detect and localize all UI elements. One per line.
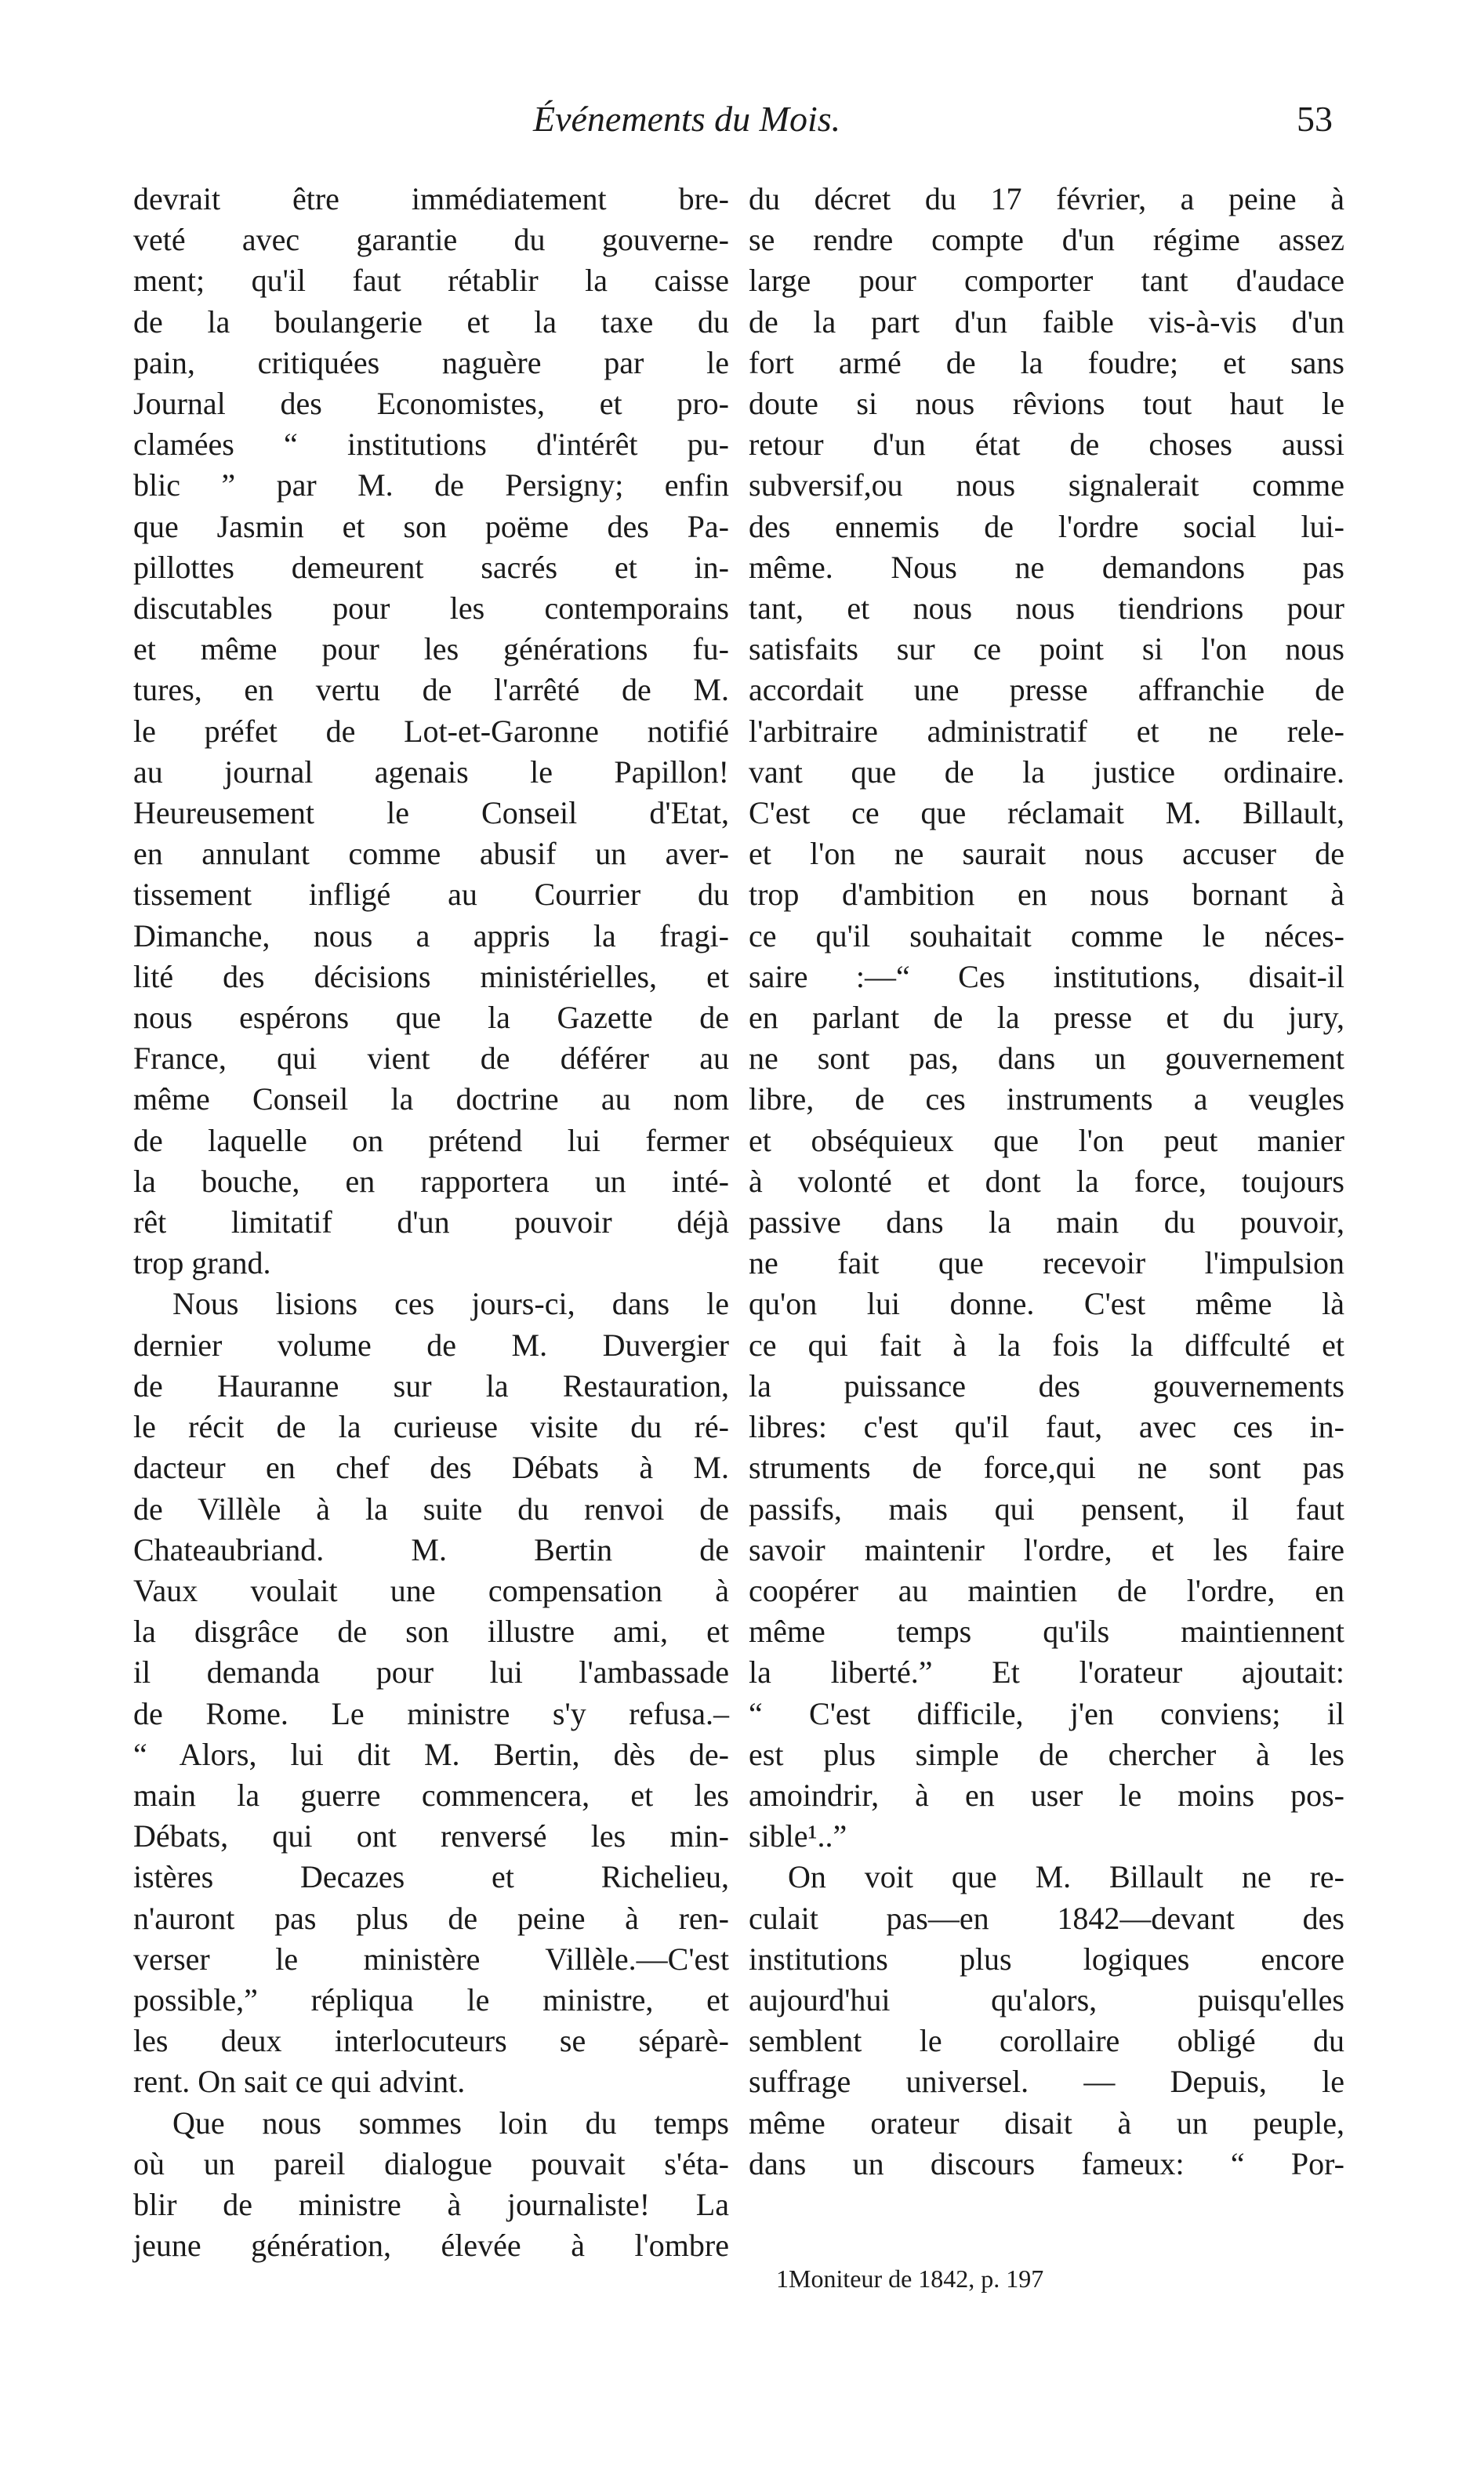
text-line: institutions plus logiques encore [749,1941,1344,1977]
text-line: les deux interlocuteurs se séparè- [133,2023,729,2059]
footnote: 1Moniteur de 1842, p. 197 [776,2264,1044,2293]
text-line: même temps qu'ils maintiennent [749,1614,1344,1650]
text-line: dans un discours fameux: “ Por- [749,2145,1344,2181]
text-line: au journal agenais le Papillon! [133,754,729,790]
text-line: C'est ce que réclamait M. Billault, [749,795,1344,831]
text-line: fort armé de la foudre; et sans [749,344,1344,380]
text-line: Journal des Economistes, et pro- [133,386,729,422]
text-line: du décret du 17 février, a peine à [749,181,1344,216]
text-line: possible,” répliqua le ministre, et [133,1981,729,2017]
text-line: même. Nous ne demandons pas [749,549,1344,585]
text-line: “ C'est difficile, j'en conviens; il [749,1695,1344,1731]
text-line: ce qui fait à la fois la diffculté et [749,1327,1344,1363]
text-line: le préfet de Lot-et-Garonne notifié [133,713,729,749]
text-line: semblent le corollaire obligé du [749,2023,1344,2059]
text-line: la puissance des gouvernements [749,1367,1344,1404]
text-line: n'auront pas plus de peine à ren- [133,1900,729,1936]
text-line: tures, en vertu de l'arrêté de M. [133,672,729,708]
text-line: passifs, mais qui pensent, il faut [749,1491,1344,1527]
text-line: le récit de la curieuse visite du ré- [133,1409,729,1445]
text-line: retour d'un état de choses aussi [749,427,1344,463]
text-line: tant, et nous nous tiendrions pour [749,590,1344,626]
text-line: accordait une presse affranchie de [749,672,1344,708]
text-line: blic ” par M. de Persigny; enfin [133,467,729,503]
text-line: istères Decazes et Richelieu, [133,1859,729,1895]
text-line: il demanda pour lui l'ambassade [133,1654,729,1691]
text-line: passive dans la main du pouvoir, [749,1204,1344,1240]
text-line: se rendre compte d'un régime assez [749,222,1344,258]
text-line: discutables pour les contemporains [133,590,729,626]
text-line: Que nous sommes loin du temps [172,2105,729,2141]
text-line: de Hauranne sur la Restauration, [133,1367,729,1404]
text-line: même Conseil la doctrine au nom [133,1081,729,1117]
text-line: jeune génération, élevée à l'ombre [133,2228,729,2264]
text-line: et l'on ne saurait nous accuser de [749,836,1344,872]
text-line: de laquelle on prétend lui fermer [133,1122,729,1158]
page-number: 53 [1297,99,1333,139]
text-line: en parlant de la presse et du jury, [749,1000,1344,1036]
text-line: qu'on lui donne. C'est même là [749,1286,1344,1322]
text-line: libres: c'est qu'il faut, avec ces in- [749,1409,1344,1445]
text-line: sible¹..” [749,1818,847,1854]
text-line: à volonté et dont la force, toujours [749,1163,1344,1199]
text-line: blir de ministre à journaliste! La [133,2186,729,2222]
text-line: la disgrâce de son illustre ami, et [133,1614,729,1650]
text-line: même orateur disait à un peuple, [749,2105,1344,2141]
running-title: Événements du Mois. [533,99,841,139]
text-line: lité des décisions ministérielles, et [133,958,729,994]
text-line: de Villèle à la suite du renvoi de [133,1491,729,1527]
text-line: ce qu'il souhaitait comme le néces- [749,917,1344,953]
text-line: saire :—“ Ces institutions, disait-il [749,958,1344,994]
text-line: Débats, qui ont renversé les min- [133,1818,729,1854]
text-line: ne fait que recevoir l'impulsion [749,1245,1344,1281]
text-line: main la guerre commencera, et les [133,1777,729,1813]
running-header [125,98,1333,153]
text-line: de Rome. Le ministre s'y refusa.– [133,1695,729,1731]
text-line: dacteur en chef des Débats à M. [133,1450,729,1486]
text-line: Dimanche, nous a appris la fragi- [133,917,729,953]
text-line: devrait être immédiatement bre- [133,181,729,216]
text-line: clamées “ institutions d'intérêt pu- [133,427,729,463]
text-line: savoir maintenir l'ordre, et les faire [749,1531,1344,1567]
text-line: tissement infligé au Courrier du [133,877,729,913]
text-line: en annulant comme abusif un aver- [133,836,729,872]
text-line: struments de force,qui ne sont pas [749,1450,1344,1486]
text-line: France, qui vient de déférer au [133,1041,729,1077]
left-column [133,179,729,2266]
text-line: large pour comporter tant d'audace [749,263,1344,299]
text-line: culait pas—en 1842—devant des [749,1900,1344,1936]
text-line: Nous lisions ces jours-ci, dans le [172,1286,729,1322]
text-line: coopérer au maintien de l'ordre, en [749,1572,1344,1608]
text-line: que Jasmin et son poëme des Pa- [133,508,729,544]
text-line: aujourd'hui qu'alors, puisqu'elles [749,1981,1344,2017]
text-line: Chateaubriand. M. Bertin de [133,1531,729,1567]
text-line: et même pour les générations fu- [133,631,729,667]
text-line: pain, critiquées naguère par le [133,344,729,380]
text-line: de la boulangerie et la taxe du [133,303,729,340]
text-line: doute si nous rêvions tout haut le [749,386,1344,422]
text-line: est plus simple de chercher à les [749,1736,1344,1772]
text-line: libre, de ces instruments a veugles [749,1081,1344,1117]
text-line: On voit que M. Billault ne re- [788,1859,1344,1895]
text-line: satisfaits sur ce point si l'on nous [749,631,1344,667]
text-line: trop grand. [133,1245,271,1281]
text-line: l'arbitraire administratif et ne rele- [749,713,1344,749]
text-line: nous espérons que la Gazette de [133,1000,729,1036]
text-line: “ Alors, lui dit M. Bertin, dès de- [133,1736,729,1772]
text-line: et obséquieux que l'on peut manier [749,1122,1344,1158]
text-line: où un pareil dialogue pouvait s'éta- [133,2145,729,2181]
text-line: vant que de la justice ordinaire. [749,754,1344,790]
text-line: verser le ministère Villèle.—C'est [133,1941,729,1977]
text-line: Heureusement le Conseil d'Etat, [133,795,729,831]
text-line: suffrage universel. — Depuis, le [749,2064,1344,2100]
text-line: ment; qu'il faut rétablir la caisse [133,263,729,299]
text-line: la liberté.” Et l'orateur ajoutait: [749,1654,1344,1691]
text-line: pillottes demeurent sacrés et in- [133,549,729,585]
right-column [749,179,1344,2185]
text-line: rêt limitatif d'un pouvoir déjà [133,1204,729,1240]
text-line: Vaux voulait une compensation à [133,1572,729,1608]
text-line: veté avec garantie du gouverne- [133,222,729,258]
text-line: ne sont pas, dans un gouvernement [749,1041,1344,1077]
text-line: subversif,ou nous signalerait comme [749,467,1344,503]
text-line: des ennemis de l'ordre social lui- [749,508,1344,544]
text-line: rent. On sait ce qui advint. [133,2064,466,2100]
text-line: de la part d'un faible vis-à-vis d'un [749,303,1344,340]
text-line: la bouche, en rapportera un inté- [133,1163,729,1199]
text-line: amoindrir, à en user le moins pos- [749,1777,1344,1813]
text-line: dernier volume de M. Duvergier [133,1327,729,1363]
text-line: trop d'ambition en nous bornant à [749,877,1344,913]
